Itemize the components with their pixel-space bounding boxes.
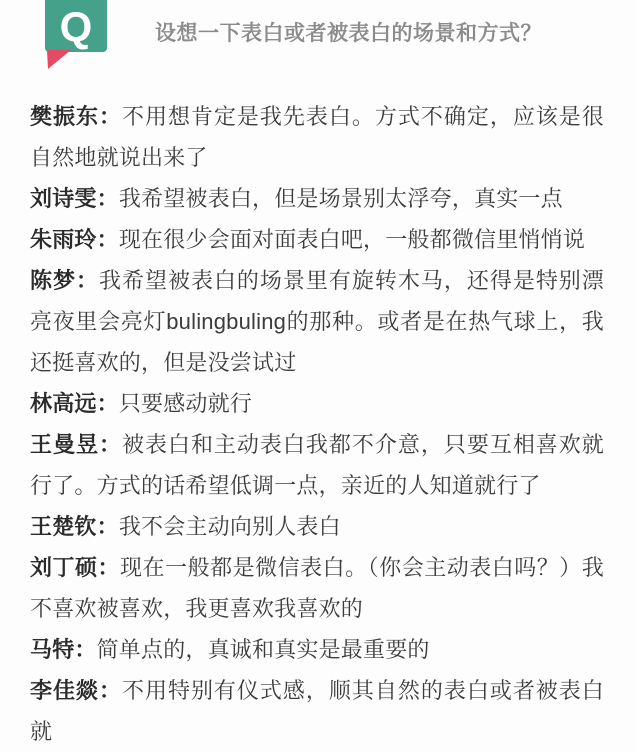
speaker-response: 现在很少会面对面表白吧，一般都微信里悄悄说 (118, 227, 586, 252)
speaker-response: 现在一般都是微信表白。（你会主动表白吗？）我不喜欢被喜欢，我更喜欢我喜欢的 (30, 555, 604, 621)
speaker-name: 陈梦： (30, 268, 99, 293)
speaker-response: 不用想肯定是我先表白。方式不确定，应该是很自然地就说出来了 (30, 104, 604, 170)
speaker-name: 王曼昱： (30, 432, 122, 457)
dialogue-entry (30, 670, 604, 752)
speaker-name: 王楚钦： (30, 514, 119, 539)
speaker-name: 刘丁硕： (30, 555, 121, 580)
speaker-name: 李佳燚： (30, 678, 122, 703)
dialogue-entry (30, 629, 604, 670)
dialogue-entry (30, 219, 604, 260)
speaker-name: 马特： (30, 637, 97, 662)
dialogue-entry (30, 260, 604, 383)
dialogue-entry (30, 506, 604, 547)
dialogue-entry (30, 383, 604, 424)
speaker-response: 只要感动就行 (118, 391, 253, 416)
speaker-response: 不用特别有仪式感，顺其自然的表白或者被表白就 (30, 678, 604, 744)
dialogue-list (0, 70, 636, 752)
speaker-name: 樊振东： (30, 104, 122, 129)
bubble-tail (47, 50, 71, 69)
speaker-response: 被表白和主动表白我都不介意，只要互相喜欢就行了。方式的话希望低调一点，亲近的人知道就行了 (30, 432, 604, 498)
speaker-name: 刘诗雯： (30, 186, 119, 211)
question-bubble-icon (45, 0, 107, 70)
speaker-name: 朱雨玲： (30, 227, 119, 252)
q-letter: Q (59, 3, 93, 51)
speaker-response: 我不会主动向别人表白 (118, 514, 341, 539)
question-header (0, 0, 636, 70)
speaker-response: 我希望被表白，但是场景别太浮夸，真实一点 (118, 186, 563, 211)
speaker-name: 林高远： (30, 391, 119, 416)
speaker-response: 我希望被表白的场景里有旋转木马，还得是特别漂亮夜里会亮灯bulingbuling的那种。或者是在热气球上，我还挺喜欢的，但是没尝试过 (30, 268, 604, 375)
dialogue-entry (30, 547, 604, 629)
dialogue-entry (30, 178, 604, 219)
dialogue-entry (30, 424, 604, 506)
question-text: 设想一下表白或者被表白的场景和方式？ (155, 22, 542, 45)
speaker-response: 简单点的，真诚和真实是最重要的 (96, 637, 430, 662)
dialogue-entry (30, 96, 604, 178)
